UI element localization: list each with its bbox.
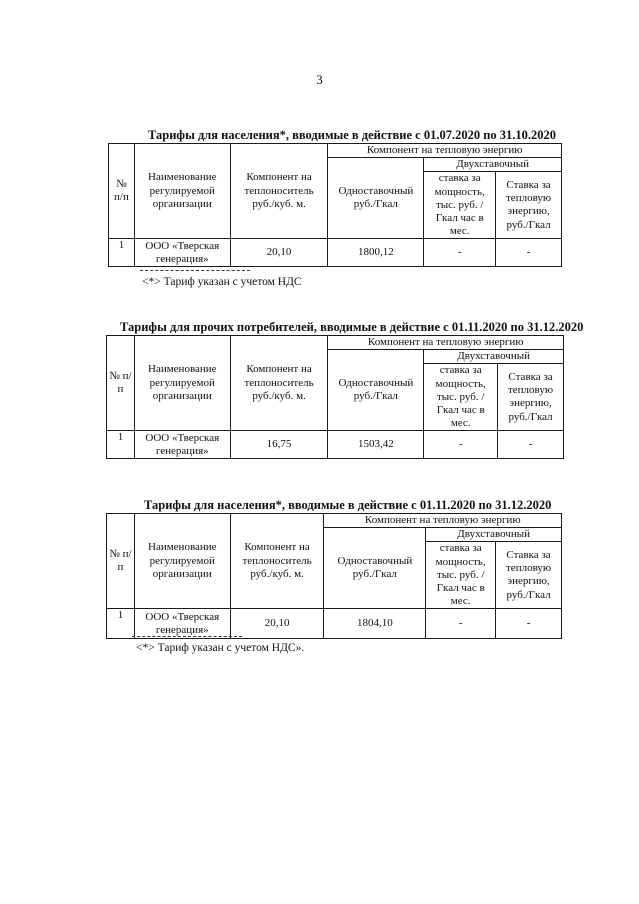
cell-carrier: 20,10 [230,239,328,267]
table-title: Тарифы для прочих потребителей, вводимые в действие с 01.11.2020 по 31.12.2020 [120,320,584,334]
table-title: Тарифы для населения*, вводимые в действие с 01.11.2020 по 31.12.2020 [144,498,552,512]
cell-single: 1800,12 [328,239,424,267]
cell-org: ООО «Тверская генерация» [134,609,230,639]
cell-num: 1 [107,431,135,459]
cell-num: 1 [107,609,135,639]
header-energy: Компонент на тепловую энергию [328,144,562,158]
header-num: № п/п [109,144,135,239]
header-energy-rate: Ставка за тепловую энергию, руб./Гкал [496,542,562,609]
header-num: № п/п [107,336,135,431]
header-power: ставка за мощность, тыс. руб. /Гкал час в мес. [424,364,498,431]
cell-power: - [424,431,498,459]
tariff-table [106,335,564,459]
header-double: Двухставочный [424,350,564,364]
cell-org: ООО «Тверская генерация» [134,431,230,459]
header-energy: Компонент на тепловую энергию [324,514,562,528]
cell-power: - [424,239,496,267]
cell-num: 1 [109,239,135,267]
cell-single: 1804,10 [324,609,426,639]
header-single: Одноставочный руб./Гкал [328,158,424,239]
header-single: Одноставочный руб./Гкал [328,350,424,431]
cell-carrier: 16,75 [230,431,328,459]
cell-org: ООО «Тверская генерация» [134,239,230,267]
header-carrier: Компонент на теплоноситель руб./куб. м. [230,514,324,609]
table-title: Тарифы для населения*, вводимые в действие с 01.07.2020 по 31.10.2020 [148,128,557,142]
tariff-table [108,143,562,267]
cell-power: - [426,609,496,639]
tariff-table [106,513,562,639]
header-energy: Компонент на тепловую энергию [328,336,564,350]
header-carrier: Компонент на теплоноситель руб./куб. м. [230,144,328,239]
header-org: Наименование регулируемой организации [134,514,230,609]
cell-energy-rate: - [498,431,564,459]
cell-energy-rate: - [496,239,562,267]
table-row [107,609,562,639]
cell-energy-rate: - [496,609,562,639]
footnote: <*> Тариф указан с учетом НДС [142,276,302,288]
cell-single: 1503,42 [328,431,424,459]
footnote: <*> Тариф указан с учетом НДС». [136,642,305,654]
header-carrier: Компонент на теплоноситель руб./куб. м. [230,336,328,431]
header-energy-rate: Ставка за тепловую энергию, руб./Гкал [496,172,562,239]
table-row [107,431,564,459]
page-number: 3 [316,72,323,87]
header-org: Наименование регулируемой организации [134,144,230,239]
footnote-separator [132,636,242,637]
header-double: Двухставочный [424,158,562,172]
header-single: Одноставочный руб./Гкал [324,528,426,609]
table-row [109,239,562,267]
footnote-separator [140,270,250,271]
header-org: Наименование регулируемой организации [134,336,230,431]
header-double: Двухставочный [426,528,562,542]
header-power: ставка за мощность, тыс. руб. /Гкал час в мес. [424,172,496,239]
header-power: ставка за мощность, тыс. руб. /Гкал час в мес. [426,542,496,609]
cell-carrier: 20,10 [230,609,324,639]
header-energy-rate: Ставка за тепловую энергию, руб./Гкал [498,364,564,431]
header-num: № п/п [107,514,135,609]
